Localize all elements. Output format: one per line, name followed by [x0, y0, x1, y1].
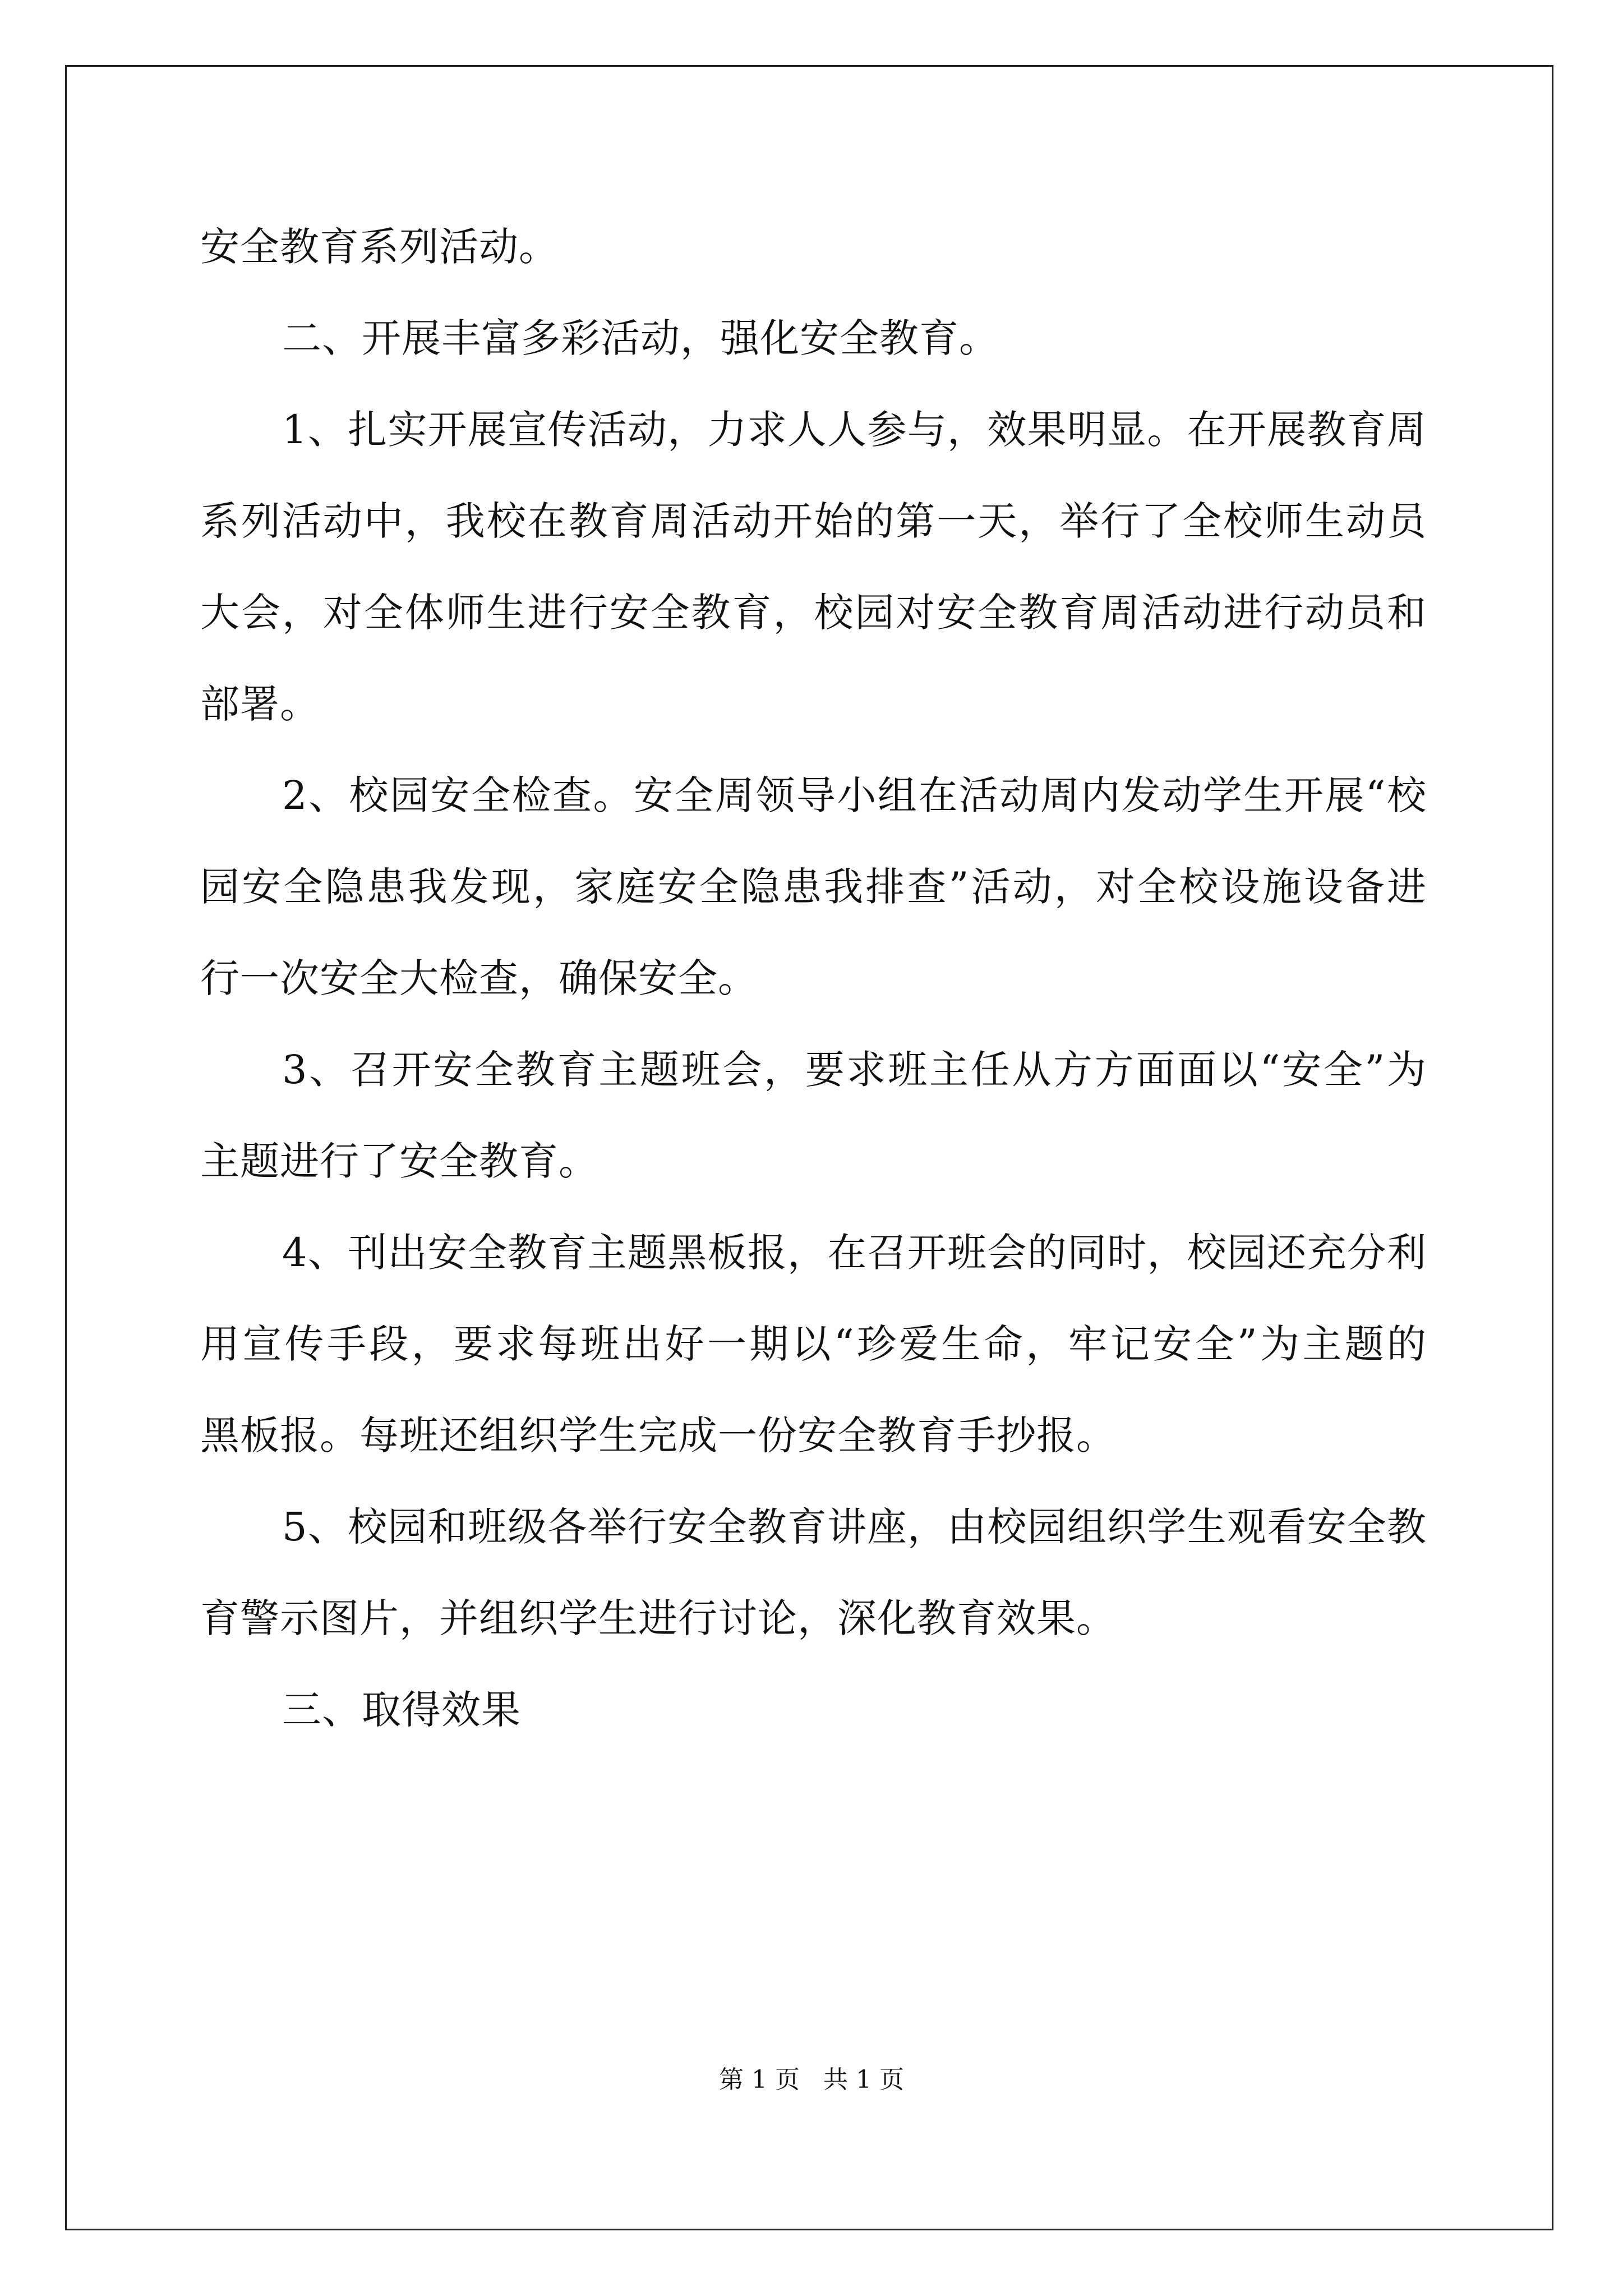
text-line: 主题进行了安全教育。	[200, 1138, 598, 1184]
section-heading: 二、开展丰富多彩活动，强化安全教育。	[282, 315, 999, 361]
text-line: 1、扎实开展宣传活动，力求人人参与，效果明显。在开展教育周	[282, 407, 1427, 453]
text-line: 行一次安全大检查，确保安全。	[200, 955, 758, 1001]
text-line: 黑板报。每班还组织学生完成一份安全教育手抄报。	[200, 1412, 1116, 1458]
text-line: 园安全隐患我发现，家庭安全隐患我排查”活动，对全校设施设备进	[200, 864, 1427, 910]
text-line: 大会，对全体师生进行安全教育，校园对安全教育周活动进行动员和	[200, 590, 1427, 636]
text-line: 2、校园安全检查。安全周领导小组在活动周内发动学生开展“校	[282, 772, 1427, 818]
text-line: 安全教育系列活动。	[200, 224, 559, 270]
text-line: 4、刊出安全教育主题黑板报，在召开班会的同时，校园还充分利	[282, 1230, 1427, 1276]
text-line: 部署。	[200, 681, 320, 727]
text-line: 3、召开安全教育主题班会，要求班主任从方方面面以“安全”为	[282, 1047, 1427, 1093]
text-line: 5、校园和班级各举行安全教育讲座，由校园组织学生观看安全教	[282, 1504, 1427, 1550]
page-number-footer: 第 1 页 共 1 页	[719, 2065, 904, 2094]
section-heading: 三、取得效果	[282, 1687, 521, 1733]
text-line: 用宣传手段，要求每班出好一期以“珍爱生命，牢记安全”为主题的	[200, 1321, 1427, 1367]
text-line: 系列活动中，我校在教育周活动开始的第一天，举行了全校师生动员	[200, 498, 1427, 544]
text-line: 育警示图片，并组织学生进行讨论，深化教育效果。	[200, 1595, 1116, 1641]
